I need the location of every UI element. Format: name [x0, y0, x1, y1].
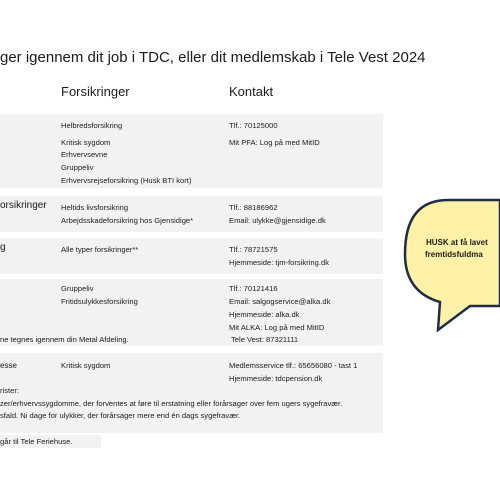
contact-website: Hjemmeside: tdcpension.dk	[229, 374, 323, 383]
insurance-item: Alle typer forsikringer**	[61, 245, 139, 254]
footnote: går til Tele Feriehuse.	[0, 437, 73, 446]
insurance-item: Gruppeliv	[61, 284, 94, 293]
insurance-item: Fritidsulykkesforsikring	[61, 297, 138, 306]
contact-phone: Tlf.: 88186962	[229, 203, 278, 212]
insurance-item: Gruppeliv	[61, 163, 94, 172]
insurance-item: Kritisk sygdom	[61, 361, 111, 370]
section-note: ne tegnes igennem din Metal Afdeling.	[0, 335, 129, 344]
contact-email: Email: salgogservice@alka.dk	[229, 297, 331, 306]
contact-portal: Mit ALKA: Log på med MitID	[229, 323, 325, 332]
insurance-item: Heltids livsforsikring	[61, 203, 129, 212]
column-header-contact: Kontakt	[229, 84, 274, 99]
footnote-heading: rister:	[0, 386, 19, 395]
page-title: ger igennem dit job i TDC, eller dit medlemskab i Tele Vest 2024	[0, 49, 426, 66]
callout-text: HUSK at få lavet	[426, 238, 488, 247]
column-header-insurances: Forsikringer	[61, 84, 130, 99]
insurance-item: Helbredsforsikring	[61, 121, 123, 130]
contact-website: Hjemmeside: tjm-forsikring.dk	[229, 258, 330, 267]
contact-portal: Mit PFA: Log på med MitID	[229, 138, 320, 147]
contact-phone: Tlf.: 70125000	[229, 121, 278, 130]
section-label: orsikringer	[0, 200, 47, 211]
section-label: esse	[0, 361, 17, 370]
insurance-item: Kritisk sygdom	[61, 138, 111, 147]
insurance-item: Erhvervsrejseforsikring (Husk BTI kort)	[61, 176, 192, 185]
contact-phone: Tele Vest: 87321111	[231, 335, 299, 344]
contact-phone: Tlf.: 70121416	[229, 284, 278, 293]
insurance-item: Arbejdsskadeforsikring hos Gjensidige*	[61, 216, 194, 225]
contact-website: Hjemmeside: alka.dk	[229, 310, 300, 319]
footnote: sfald. Ni dage for ulykker, der forårsager mere end én dags sygefravær.	[0, 411, 241, 420]
section-label: g	[0, 242, 6, 253]
contact-phone: Medlemsservice tlf.: 65656080 - tast 1	[229, 361, 358, 370]
insurance-item: Erhvervsevne	[61, 150, 108, 159]
callout-text: fremtidsfuldma	[425, 250, 483, 259]
footnote: zer/erhvervssygdomme, der forventes at føre til erstatning eller forårsager over fem ugers sygefravær.	[0, 399, 343, 408]
contact-phone: Tlf.: 78721575	[229, 245, 278, 254]
contact-email: Email: ulykke@gjensidige.dk	[229, 216, 326, 225]
